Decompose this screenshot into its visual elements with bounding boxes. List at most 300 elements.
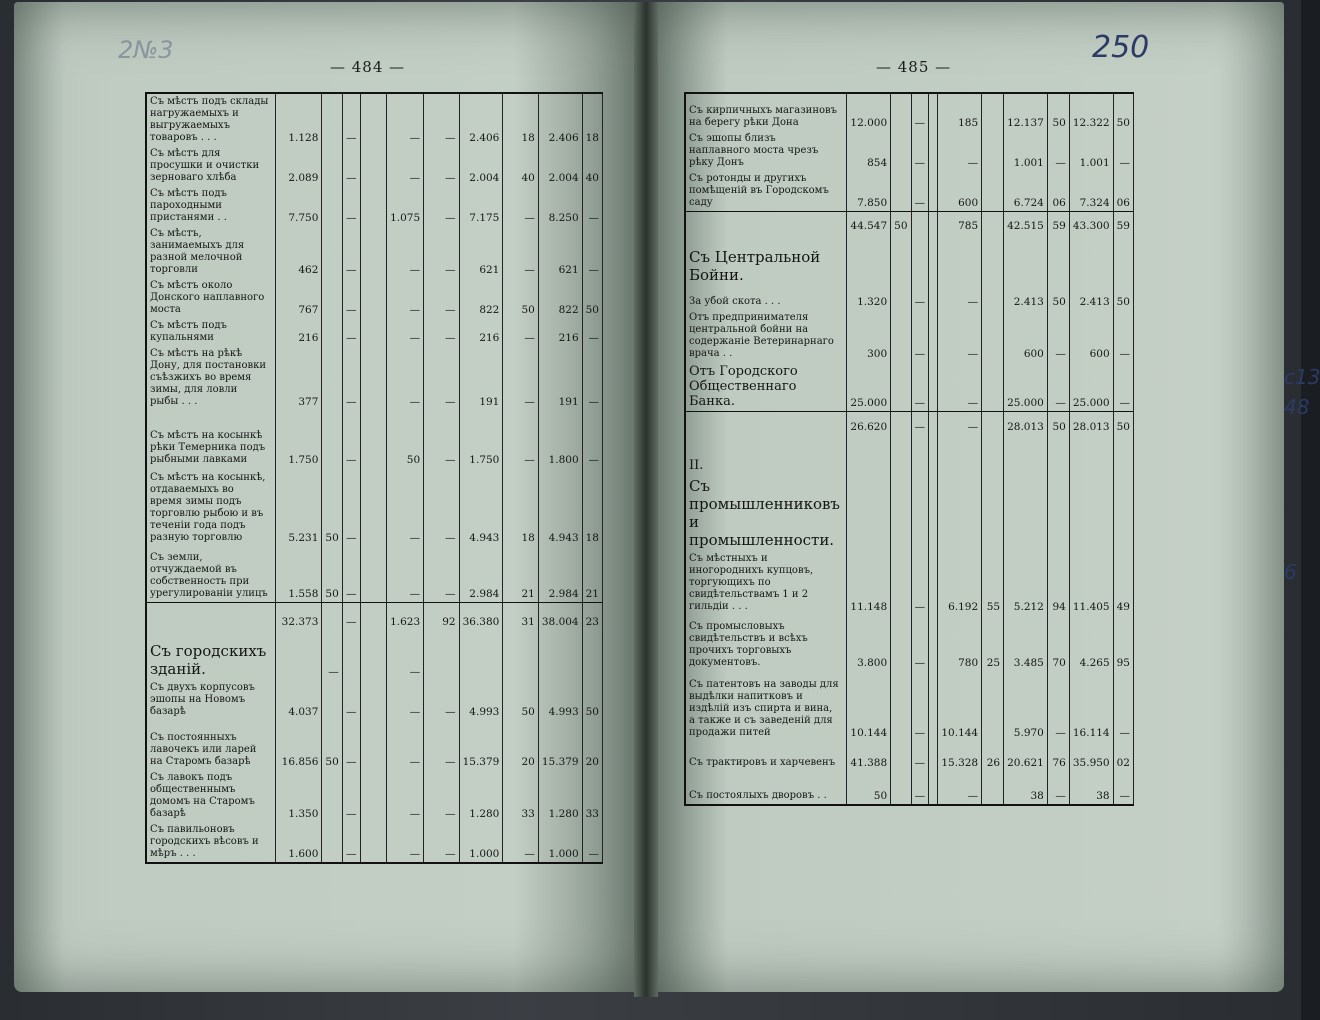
subtotal-row: [685, 212, 1134, 234]
folio-number-left: 2№3: [118, 36, 174, 64]
row-label: Съ мѣстъ на рѣкѣ Дону, для постановки съѣзжихъ во время зимы, для ловли рыбы . . .: [146, 346, 275, 410]
ledger-row: [146, 93, 603, 146]
ledger-row: [146, 278, 603, 318]
cell-c8: 4.265: [1069, 615, 1113, 671]
cell-c8: 1.000: [538, 822, 582, 863]
cell-c1: 7.750: [275, 186, 322, 226]
ledger-row: [685, 671, 1134, 741]
row-label: [146, 602, 275, 630]
cell-c5: [982, 771, 1004, 805]
cell-spacer: [929, 93, 938, 131]
cell-c3: —: [911, 411, 929, 435]
ledger-row: [685, 551, 1134, 615]
cell-c6: 2.413: [1004, 286, 1048, 310]
cell-c2: 50: [322, 468, 342, 546]
cell-c8: 43.300: [1069, 212, 1113, 234]
cell-blank: [938, 475, 982, 551]
cell-c4: 185: [938, 93, 982, 131]
cell-spacer: [929, 286, 938, 310]
cell-c9: 02: [1113, 741, 1133, 771]
ledger-row: [146, 226, 603, 278]
cell-c7: —: [1047, 310, 1069, 362]
cell-c1: 216: [275, 318, 322, 346]
cell-c7: 50: [503, 278, 538, 318]
cell-c1: 25.000: [846, 362, 890, 412]
cell-c5: —: [424, 186, 459, 226]
cell-c1: 1.558: [275, 546, 322, 602]
cell-c2: 50: [322, 546, 342, 602]
cell-c5: —: [424, 720, 459, 770]
cell-c8: 38: [1069, 771, 1113, 805]
ledger-row: [685, 286, 1134, 310]
cell-spacer: [360, 720, 387, 770]
ledger-row: [685, 771, 1134, 805]
cell-c2: [891, 362, 911, 412]
cell-c7: —: [503, 822, 538, 863]
cell-c6: 191: [459, 346, 503, 410]
cell-c2: [891, 411, 911, 435]
cell-c9: 23: [582, 602, 602, 630]
cell-c1: 1.128: [275, 93, 322, 146]
cell-blank: [1047, 435, 1069, 475]
cell-c8: 35.950: [1069, 741, 1113, 771]
cell-c1: 32.373: [275, 602, 322, 630]
cell-c1: 44.547: [846, 212, 890, 234]
cell-c2: [891, 286, 911, 310]
cell-c3: —: [911, 310, 929, 362]
cell-c7: —: [1047, 362, 1069, 412]
cell-blank: —: [322, 630, 342, 680]
cell-c3: —: [342, 770, 360, 822]
cell-spacer: [929, 741, 938, 771]
cell-blank: [911, 435, 929, 475]
row-label: Съ мѣстъ подъ склады нагружаемыхъ и выгружаемыхъ товаровъ . . .: [146, 93, 275, 146]
ledger-row: [685, 131, 1134, 171]
row-label: Отъ предпринимателя центральной бойни на содержаніе Ветеринарнаго врача . .: [685, 310, 846, 362]
cell-c4: 1.623: [387, 602, 424, 630]
cell-c6: 600: [1004, 310, 1048, 362]
cell-c6: 1.001: [1004, 131, 1048, 171]
row-label: Съ кирпичныхъ магазиновъ на берегу рѣки Дона: [685, 93, 846, 131]
cell-c4: —: [387, 318, 424, 346]
cell-c8: 1.800: [538, 410, 582, 468]
cell-c5: —: [424, 278, 459, 318]
cell-c8: 1.280: [538, 770, 582, 822]
cell-c2: [891, 310, 911, 362]
row-label: Съ трактировъ и харчевенъ: [685, 741, 846, 771]
cell-blank: [1113, 234, 1133, 286]
cell-c4: —: [938, 411, 982, 435]
cell-c9: 50: [1113, 93, 1133, 131]
row-label: Съ мѣстъ подъ пароходными пристанями . .: [146, 186, 275, 226]
cell-c8: 2.004: [538, 146, 582, 186]
cell-spacer: [360, 770, 387, 822]
cell-c1: 1.600: [275, 822, 322, 863]
cell-c3: —: [342, 186, 360, 226]
cell-c6: 42.515: [1004, 212, 1048, 234]
cell-c2: [891, 671, 911, 741]
cell-c9: 95: [1113, 615, 1133, 671]
row-label: За убой скота . . .: [685, 286, 846, 310]
cell-c1: 7.850: [846, 171, 890, 212]
cell-c1: 462: [275, 226, 322, 278]
row-label: Съ мѣстъ, занимаемыхъ для разной мелочной торговли: [146, 226, 275, 278]
cell-c3: —: [342, 822, 360, 863]
cell-c3: —: [342, 318, 360, 346]
row-label: Съ мѣстъ подъ купальнями: [146, 318, 275, 346]
cell-c5: —: [424, 93, 459, 146]
ledger-row: [146, 318, 603, 346]
cell-spacer: [929, 212, 938, 234]
cell-c9: 06: [1113, 171, 1133, 212]
cell-c4: —: [387, 226, 424, 278]
cell-c1: 12.000: [846, 93, 890, 131]
ledger-row: [146, 468, 603, 546]
ledger-row: [146, 546, 603, 602]
cell-c7: 94: [1047, 551, 1069, 615]
section-heading-industry: [685, 475, 1134, 551]
ledger-row: [685, 615, 1134, 671]
cell-c8: 2.984: [538, 546, 582, 602]
cell-c9: 50: [1113, 286, 1133, 310]
cell-c9: 20: [582, 720, 602, 770]
cell-c5: [982, 93, 1004, 131]
cell-c7: 06: [1047, 171, 1069, 212]
cell-c5: —: [424, 468, 459, 546]
cell-c2: [891, 551, 911, 615]
cell-c9: —: [582, 410, 602, 468]
row-label: Съ лавокъ подъ общественнымъ домомъ на Старомъ базарѣ: [146, 770, 275, 822]
section-heading-industry-text: Съ промышленниковъ и промышленности.: [685, 475, 846, 551]
ledger-row: [685, 741, 1134, 771]
cell-c6: 20.621: [1004, 741, 1048, 771]
row-label: Съ мѣстъ на косынкѣ, отдаваемыхъ во время зимы подъ торговлю рыбою и въ теченіи года подъ разную торговлю: [146, 468, 275, 546]
cell-c5: —: [424, 318, 459, 346]
cell-c8: 191: [538, 346, 582, 410]
cell-c3: —: [342, 680, 360, 720]
cell-c9: 59: [1113, 212, 1133, 234]
cell-c6: 4.993: [459, 680, 503, 720]
cell-c3: —: [911, 671, 929, 741]
cell-c2: [891, 741, 911, 771]
ledger-row: [146, 680, 603, 720]
cell-spacer: [929, 310, 938, 362]
cell-blank: [982, 475, 1004, 551]
cell-blank: [929, 435, 938, 475]
row-label: Съ двухъ корпусовъ эшопы на Новомъ базарѣ: [146, 680, 275, 720]
cell-c2: [891, 771, 911, 805]
cell-c3: —: [342, 720, 360, 770]
cell-c6: 15.379: [459, 720, 503, 770]
cell-c3: —: [342, 346, 360, 410]
cell-c1: 854: [846, 131, 890, 171]
cell-spacer: [360, 822, 387, 863]
cell-c9: —: [582, 822, 602, 863]
cell-c5: [982, 362, 1004, 412]
cell-blank: [891, 475, 911, 551]
section-heading-bojni-text: Съ Центральной Бойни.: [685, 234, 846, 286]
cell-c8: 216: [538, 318, 582, 346]
cell-c9: 21: [582, 546, 602, 602]
cell-spacer: [360, 602, 387, 630]
cell-c3: —: [911, 551, 929, 615]
cell-blank: [846, 475, 890, 551]
cell-c2: [891, 131, 911, 171]
book-gutter: [634, 2, 658, 997]
cell-c7: 18: [503, 93, 538, 146]
cell-c6: 38: [1004, 771, 1048, 805]
cell-c7: 50: [1047, 93, 1069, 131]
cell-c9: —: [582, 346, 602, 410]
cell-blank: [1004, 435, 1048, 475]
cell-c8: 4.993: [538, 680, 582, 720]
cell-blank: [891, 435, 911, 475]
row-label: Съ павильоновъ городскихъ вѣсовъ и мѣръ . . .: [146, 822, 275, 863]
cell-c4: —: [938, 362, 982, 412]
cell-c8: 12.322: [1069, 93, 1113, 131]
cell-c3: —: [911, 615, 929, 671]
cell-c1: 11.148: [846, 551, 890, 615]
cell-blank: [846, 234, 890, 286]
cell-blank: [538, 630, 582, 680]
cell-blank: [459, 630, 503, 680]
right-page-number: — 485 —: [876, 58, 952, 76]
cell-c6: 3.485: [1004, 615, 1048, 671]
cell-c3: —: [342, 226, 360, 278]
cell-c6: 1.750: [459, 410, 503, 468]
cell-c4: 600: [938, 171, 982, 212]
cell-blank: [503, 630, 538, 680]
cell-c5: [982, 212, 1004, 234]
cell-spacer: [360, 318, 387, 346]
cell-c9: 50: [582, 278, 602, 318]
cell-c3: —: [911, 741, 929, 771]
row-label: Съ постоянныхъ лавочекъ или ларей на Старомъ базарѣ: [146, 720, 275, 770]
cell-c9: —: [582, 318, 602, 346]
cell-c2: 50: [322, 720, 342, 770]
cell-c9: 18: [582, 93, 602, 146]
cell-c7: 33: [503, 770, 538, 822]
cell-c8: 15.379: [538, 720, 582, 770]
cell-c8: 38.004: [538, 602, 582, 630]
cell-c6: 5.970: [1004, 671, 1048, 741]
cell-c1: 26.620: [846, 411, 890, 435]
cell-c3: —: [342, 410, 360, 468]
cell-spacer: [929, 171, 938, 212]
cell-c8: 25.000: [1069, 362, 1113, 412]
cell-c6: 5.212: [1004, 551, 1048, 615]
cell-blank: [938, 435, 982, 475]
cell-c5: —: [424, 410, 459, 468]
cell-blank: —: [387, 630, 424, 680]
ledger-row: [146, 822, 603, 863]
cell-c2: [322, 278, 342, 318]
cell-c8: 2.413: [1069, 286, 1113, 310]
cell-c5: 25: [982, 615, 1004, 671]
left-page-number: — 484 —: [330, 58, 406, 76]
cell-spacer: [929, 131, 938, 171]
cell-blank: [929, 475, 938, 551]
cell-c8: 4.943: [538, 468, 582, 546]
cell-c7: 21: [503, 546, 538, 602]
cell-c5: —: [424, 346, 459, 410]
row-label: [685, 411, 846, 435]
cell-c2: [322, 146, 342, 186]
cell-c7: 40: [503, 146, 538, 186]
cell-c7: —: [503, 186, 538, 226]
cell-c1: 1.750: [275, 410, 322, 468]
cell-blank: [1113, 475, 1133, 551]
cell-c3: —: [911, 93, 929, 131]
cell-c4: —: [938, 286, 982, 310]
right-ledger-table: [684, 92, 1134, 806]
folio-number-right: 250: [1092, 30, 1150, 65]
ledger-row: [685, 93, 1134, 131]
cell-c5: [982, 131, 1004, 171]
row-label: Съ земли, отчуждаемой въ собственность при урегулированіи улицъ: [146, 546, 275, 602]
cell-c8: 600: [1069, 310, 1113, 362]
margin-note-2: 48: [1284, 395, 1310, 419]
cell-c2: [891, 171, 911, 212]
cell-c1: 10.144: [846, 671, 890, 741]
cell-c4: —: [938, 310, 982, 362]
cell-c8: 7.324: [1069, 171, 1113, 212]
cell-spacer: [360, 346, 387, 410]
cell-blank: [342, 630, 360, 680]
cell-c6: 2.406: [459, 93, 503, 146]
cell-c2: [322, 680, 342, 720]
left-ledger-table: [145, 92, 603, 864]
cell-blank: [982, 234, 1004, 286]
cell-c5: —: [424, 546, 459, 602]
cell-c4: 15.328: [938, 741, 982, 771]
cell-c7: 70: [1047, 615, 1069, 671]
ledger-row: [146, 146, 603, 186]
cell-c8: 2.406: [538, 93, 582, 146]
cell-c5: 92: [424, 602, 459, 630]
cell-c7: —: [1047, 771, 1069, 805]
cell-c1: 767: [275, 278, 322, 318]
cell-c1: 2.089: [275, 146, 322, 186]
cell-c4: —: [387, 93, 424, 146]
cell-c3: [911, 212, 929, 234]
cell-c4: —: [387, 822, 424, 863]
cell-c4: —: [387, 346, 424, 410]
cell-c2: 50: [891, 212, 911, 234]
ledger-row: [685, 310, 1134, 362]
cell-c3: —: [911, 771, 929, 805]
section-number-roman: [685, 435, 1134, 475]
cell-c1: 4.037: [275, 680, 322, 720]
cell-c5: [982, 411, 1004, 435]
cell-c7: 50: [503, 680, 538, 720]
cell-c2: [891, 615, 911, 671]
cell-c4: 6.192: [938, 551, 982, 615]
cell-spacer: [360, 146, 387, 186]
row-label: Съ патентовъ на заводы для выдѣлки напитковъ и издѣлій изъ спирта и вина, а также и съ заведеній для продажи питей: [685, 671, 846, 741]
cell-c4: 1.075: [387, 186, 424, 226]
cell-c3: —: [342, 468, 360, 546]
cell-c4: —: [387, 146, 424, 186]
cell-c5: 26: [982, 741, 1004, 771]
cell-blank: [891, 234, 911, 286]
cell-c9: —: [1113, 362, 1133, 412]
cell-c7: —: [1047, 131, 1069, 171]
cell-c5: [982, 671, 1004, 741]
cell-c6: 1.000: [459, 822, 503, 863]
cell-c4: —: [938, 131, 982, 171]
cell-blank: [275, 630, 322, 680]
cell-c9: 50: [582, 680, 602, 720]
cell-c7: 59: [1047, 212, 1069, 234]
cell-blank: [982, 435, 1004, 475]
cell-blank: [1069, 475, 1113, 551]
cell-c7: 76: [1047, 741, 1069, 771]
ledger-row: [146, 770, 603, 822]
cell-c9: —: [1113, 671, 1133, 741]
cell-c7: 18: [503, 468, 538, 546]
cell-c7: —: [503, 410, 538, 468]
cell-c6: 1.280: [459, 770, 503, 822]
ledger-row: [146, 720, 603, 770]
cell-spacer: [360, 278, 387, 318]
cell-c3: —: [342, 146, 360, 186]
cell-c2: [322, 318, 342, 346]
cell-c6: 6.724: [1004, 171, 1048, 212]
cell-c6: 2.984: [459, 546, 503, 602]
ledger-row: [146, 346, 603, 410]
cell-c3: —: [342, 546, 360, 602]
cell-c2: [322, 602, 342, 630]
cell-c1: 41.388: [846, 741, 890, 771]
cell-spacer: [929, 671, 938, 741]
cell-c6: 2.004: [459, 146, 503, 186]
cell-c6: 25.000: [1004, 362, 1048, 412]
cell-spacer: [360, 186, 387, 226]
cell-c3: —: [342, 602, 360, 630]
cell-c3: —: [911, 286, 929, 310]
cell-c3: —: [342, 278, 360, 318]
cell-c4: —: [938, 771, 982, 805]
cell-c5: —: [424, 822, 459, 863]
row-label: Съ эшопы близъ наплавного моста чрезъ рѣку Донъ: [685, 131, 846, 171]
cell-c5: [982, 171, 1004, 212]
cell-c5: —: [424, 680, 459, 720]
cell-c9: —: [1113, 310, 1133, 362]
row-label: Съ мѣстныхъ и иногороднихъ купцовъ, торгующихъ по свидѣтельствамъ 1 и 2 гильдіи . . .: [685, 551, 846, 615]
cell-c8: 822: [538, 278, 582, 318]
cell-spacer: [360, 468, 387, 546]
cell-c9: —: [582, 226, 602, 278]
cell-c1: 1.320: [846, 286, 890, 310]
cell-c9: —: [1113, 131, 1133, 171]
row-label: Съ промысловыхъ свидѣтельствъ и всѣхъ прочихъ торговыхъ документовъ.: [685, 615, 846, 671]
cell-spacer: [929, 615, 938, 671]
cell-c6: 28.013: [1004, 411, 1048, 435]
bank-row: [685, 362, 1134, 412]
cell-c9: 33: [582, 770, 602, 822]
cell-c8: 11.405: [1069, 551, 1113, 615]
cell-blank: [424, 630, 459, 680]
cell-c4: —: [387, 546, 424, 602]
cell-c1: 50: [846, 771, 890, 805]
cell-c6: 216: [459, 318, 503, 346]
cell-c2: [322, 186, 342, 226]
row-label: Съ постоялыхъ дворовъ . .: [685, 771, 846, 805]
cell-c4: —: [387, 680, 424, 720]
cell-blank: [911, 234, 929, 286]
cell-c9: —: [1113, 771, 1133, 805]
